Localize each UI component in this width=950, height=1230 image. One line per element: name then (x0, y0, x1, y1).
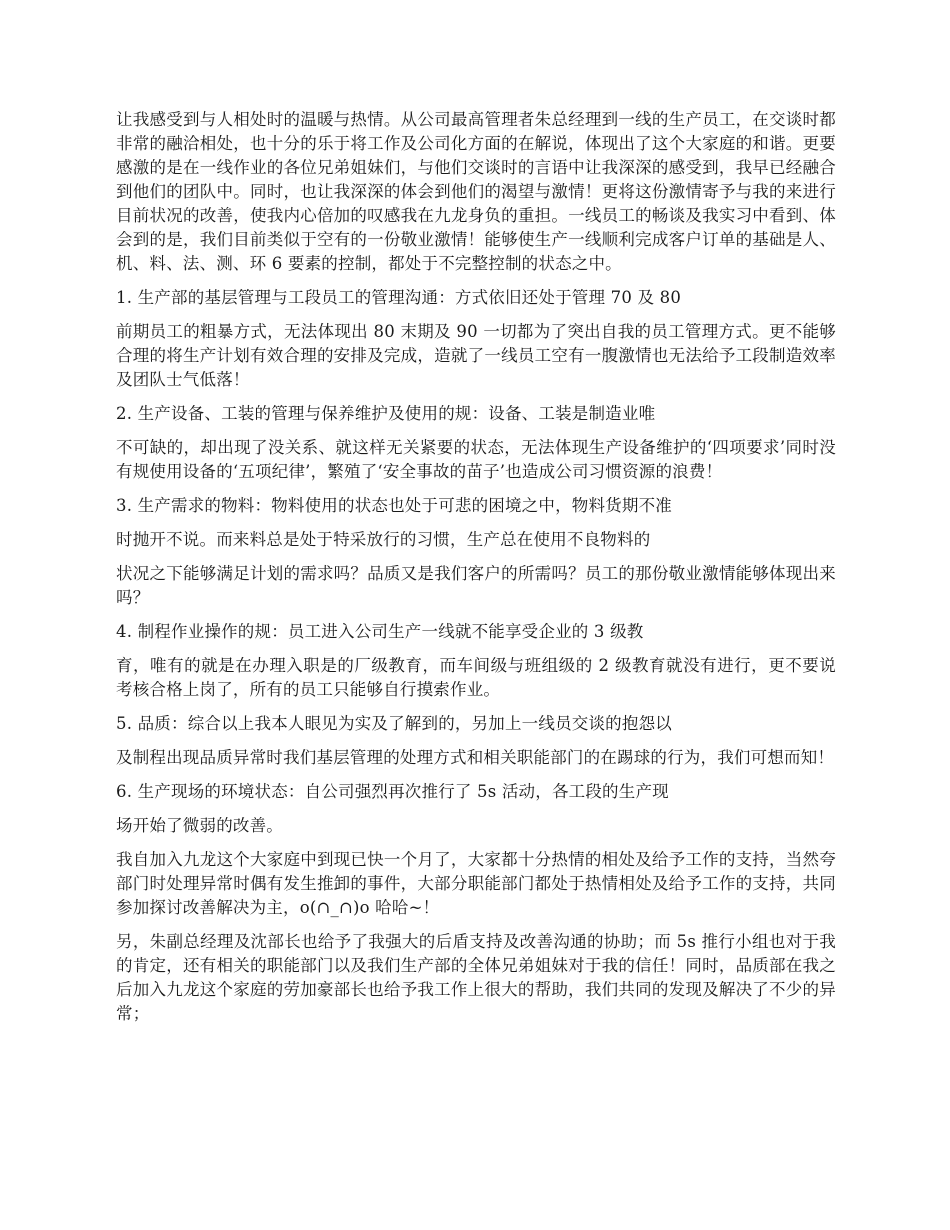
paragraph-summary: 我自加入九龙这个大家庭中到现已快一个月了，大家都十分热情的相处及给予工作的支持，当然夸部门时处理异常时偶有发生推卸的事件，大部分职能部门都处于热情相处及给予工作的支持，共同参加探讨改善解决为主，o(∩_∩)o 哈哈~！ (116, 850, 836, 917)
document-body (116, 108, 836, 1036)
paragraph-item-1-heading: 1. 生产部的基层管理与工段员工的管理沟通：方式依旧还处于管理 70 及 80 (116, 288, 682, 307)
paragraph-item-3-body-a: 时抛开不说。而来料总是处于特采放行的习惯，生产总在使用不良物料的 (116, 530, 651, 549)
paragraph-intro: 让我感受到与人相处时的温暖与热情。从公司最高管理者朱总经理到一线的生产员工，在交谈时都非常的融洽相处，也十分的乐于将工作及公司化方面的在解说，体现出了这个大家庭的和谐。更要感激的是在一线作业的各位兄弟姐妹们，与他们交谈时的言语中让我深深的感受到，我早已经融合到他们的团队中。同时，也让我深深的体会到他们的渴望与激情！更将这份激情寄予与我的来进行目前状况的改善，使我内心倍加的叹感我在九龙身负的重担。一线员工的畅谈及我实习中看到、体会到的是，我们目前类似于空有的一份敬业激情！能够使生产一线顺利完成客户订单的基础是人、机、料、法、测、环 6 要素的控制，都处于不完整控制的状态之中。 (116, 110, 836, 273)
paragraph-item-4-body: 育，唯有的就是在办理入职是的厂级教育，而车间级与班组级的 2 级教育就没有进行，更不要说考核合格上岗了，所有的员工只能够自行摸索作业。 (116, 656, 836, 699)
paragraph-item-3-body-b: 状况之下能够满足计划的需求吗？品质又是我们客户的所需吗？员工的那份敬业激情能够体现出来吗？ (116, 564, 836, 607)
paragraph-item-5-body: 及制程出现品质异常时我们基层管理的处理方式和相关职能部门的在踢球的行为，我们可想而知！ (116, 748, 835, 767)
paragraph-item-6-heading: 6. 生产现场的环境状态：自公司强烈再次推行了 5s 活动，各工段的生产现 (116, 782, 669, 801)
paragraph-item-1-body: 前期员工的粗暴方式，无法体现出 80 末期及 90 一切都为了突出自我的员工管理方式。更不能够合理的将生产计划有效合理的安排及完成，造就了一线员工空有一腹激情也无法给予工段制造效率及团队士气低落！ (116, 322, 836, 389)
paragraph-item-4-heading: 4. 制程作业操作的规：员工进入公司生产一线就不能享受企业的 3 级教 (116, 622, 644, 641)
paragraph-item-6-body: 场开始了微弱的改善。 (116, 816, 283, 835)
paragraph-acknowledgement: 另，朱副总经理及沈部长也给予了我强大的后盾支持及改善沟通的协助；而 5s 推行小组也对于我的肯定，还有相关的职能部门以及我们生产部的全体兄弟姐妹对于我的信任！同时，品质部在我之后加入九龙这个家庭的劳加豪部长也给予我工作上很大的帮助，我们共同的发现及解决了不少的异常； (116, 932, 836, 1023)
paragraph-item-3-heading: 3. 生产需求的物料：物料使用的状态也处于可悲的困境之中，物料货期不准 (116, 496, 672, 515)
paragraph-item-5-heading: 5. 品质：综合以上我本人眼见为实及了解到的，另加上一线员交谈的抱怨以 (116, 714, 672, 733)
paragraph-item-2-heading: 2. 生产设备、工装的管理与保养维护及使用的规：设备、工装是制造业唯 (116, 404, 656, 423)
paragraph-item-2-body: 不可缺的，却出现了没关系、就这样无关紧要的状态，无法体现生产设备维护的‘四项要求’同时没有规使用设备的‘五项纪律’，繁殖了‘安全事故的苗子’也造成公司习惯资源的浪费！ (116, 438, 836, 481)
